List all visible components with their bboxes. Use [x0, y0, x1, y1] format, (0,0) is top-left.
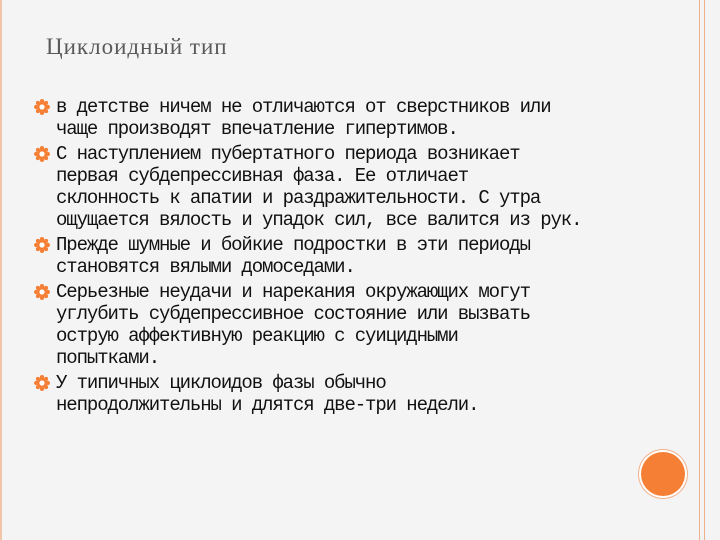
bullet-item — [34, 372, 674, 416]
decorative-orange-circle — [641, 452, 685, 496]
bullet-text-line: острую аффективную реакцию с суицидными — [56, 325, 458, 347]
slide-title: Циклоидный тип — [46, 34, 228, 59]
frame-right-outer-border — [704, 0, 705, 540]
bullet-text-line: попытками. — [56, 347, 160, 369]
frame-left-border — [0, 0, 2, 540]
bullet-text-line: углубить субдепрессивное состояние или вызвать — [56, 303, 530, 325]
bullet-text-line: Серьезные неудачи и нарекания окружающих могут — [56, 281, 530, 303]
bullet-text-line: склонность к апатии и раздражительности. С утра — [56, 187, 541, 209]
bullet-text-line: Прежде шумные и бойкие подростки в эти периоды — [56, 234, 530, 256]
bullet-icon — [34, 237, 50, 253]
bullet-icon — [34, 99, 50, 115]
bullet-icon — [34, 375, 50, 391]
bullet-text-line: становятся вялыми домоседами. — [56, 256, 355, 278]
bullet-icon — [34, 146, 50, 162]
frame-right-inner-border — [699, 0, 700, 540]
bullet-item — [34, 234, 674, 278]
bullet-text-line: ощущается вялость и упадок сил, все валится из рук. — [56, 209, 582, 231]
bullet-list — [34, 96, 674, 419]
bullet-icon — [34, 284, 50, 300]
bullet-item — [34, 96, 674, 140]
bullet-text-line: чаще производят впечатление гипертимов. — [56, 118, 458, 140]
bullet-item — [34, 281, 674, 369]
bullet-text-line: непродолжительны и длятся две-три недели. — [56, 394, 479, 416]
bullet-text-line: первая субдепрессивная фаза. Ее отличает — [56, 165, 469, 187]
bullet-text-line: в детстве ничем не отличаются от сверстников или — [56, 96, 551, 118]
bullet-item — [34, 143, 674, 231]
bullet-text-line: У типичных циклоидов фазы обычно — [56, 372, 386, 394]
bullet-text-line: С наступлением пубертатного периода возникает — [56, 143, 520, 165]
